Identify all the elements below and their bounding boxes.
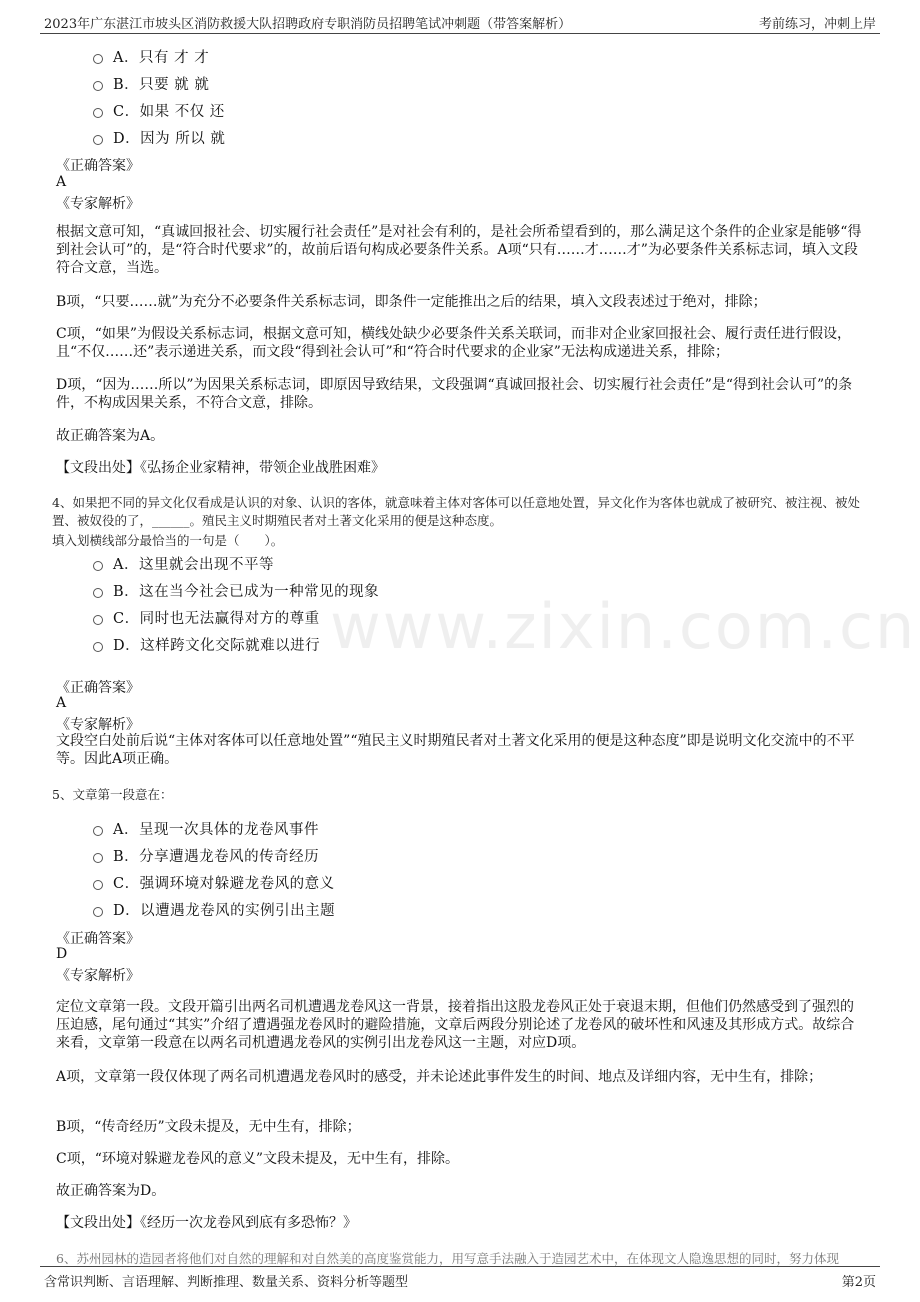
q5-option-d[interactable]: D．以遭遇龙卷风的实例引出主题: [93, 899, 335, 920]
q3-conclusion: 故正确答案为A。: [56, 428, 165, 444]
q3-analysis-para-1: 根据文意可知，“真诚回报社会、切实履行社会责任”是对社会有利的，是社会所希望看到的，那么满足这个条件的企业家是能够“得到社会认可”的，是“符合时代要求”的，故前后语句构成必要条件关系。A项“只有……才……才”为必要条件关系标志词，填入文段符合文意，当选。: [56, 224, 862, 276]
radio-icon[interactable]: [93, 642, 103, 652]
q3-option-c[interactable]: C．如果 不仅 还: [93, 100, 225, 121]
q4-option-a[interactable]: A．这里就会出现不平等: [93, 553, 274, 574]
q5-option-b[interactable]: B．分享遭遇龙卷风的传奇经历: [93, 845, 319, 866]
radio-icon[interactable]: [93, 54, 103, 64]
footer-note: 含常识判断、言语理解、判断推理、数量关系、资料分析等题型: [44, 1275, 409, 1290]
page-number: 第2页: [841, 1275, 876, 1290]
header-divider: [40, 33, 880, 34]
radio-icon[interactable]: [93, 81, 103, 91]
radio-icon[interactable]: [93, 561, 103, 571]
q4-option-b[interactable]: B．这在当今社会已成为一种常见的现象: [93, 580, 379, 601]
q5-analysis-label: 《专家解析》: [56, 968, 140, 984]
radio-icon[interactable]: [93, 108, 103, 118]
q4-answer: A: [56, 695, 67, 711]
q5-conclusion: 故正确答案为D。: [56, 1183, 166, 1199]
q4-option-c[interactable]: C．同时也无法赢得对方的尊重: [93, 607, 320, 628]
q5-analysis-para-4: C项，“环境对躲避龙卷风的意义”文段未提及，无中生有，排除。: [56, 1151, 460, 1167]
radio-icon[interactable]: [93, 826, 103, 836]
q5-source: 【文段出处】《经历一次龙卷风到底有多恐怖？》: [56, 1215, 357, 1231]
radio-icon[interactable]: [93, 907, 103, 917]
q3-analysis-label: 《专家解析》: [56, 196, 140, 212]
q3-analysis-para-4: D项，“因为……所以”为因果关系标志词，即原因导致结果，文段强调“真诚回报社会、切实履行社会责任”是“得到社会认可”的条件，不构成因果关系，不符合文意，排除。: [56, 377, 853, 411]
q3-analysis-para-3: C项，“如果”为假设关系标志词，根据文意可知，横线处缺少必要条件关系关联词，而非对企业家回报社会、履行责任进行假设，且“不仅……还”表示递进关系，而文段“得到社会认可”和“符合时代要求的企业家”无法构成递进关系，排除；: [56, 326, 852, 360]
q3-option-d[interactable]: D．因为 所以 就: [93, 127, 225, 148]
q5-analysis-para-2: A项，文章第一段仅体现了两名司机遭遇龙卷风时的感受，并未论述此事件发生的时间、地点及详细内容，无中生有，排除；: [56, 1069, 823, 1085]
radio-icon[interactable]: [93, 853, 103, 863]
q3-answer: A: [56, 174, 67, 190]
q4-answer-label: 《正确答案》: [56, 680, 140, 696]
q5-option-a[interactable]: A．呈现一次具体的龙卷风事件: [93, 818, 319, 839]
watermark: www.zixin.com.cn: [330, 590, 917, 663]
footer-divider: [40, 1266, 880, 1267]
q4-analysis: 文段空白处前后说“主体对客体可以任意地处置”“殖民主义时期殖民者对土著文化采用的便是这种态度”即是说明文化交流中的不平等。因此A项正确。: [56, 733, 855, 767]
q5-analysis-para-1: 定位文章第一段。文段开篇引出两名司机遭遇龙卷风这一背景，接着指出这股龙卷风正处于衰退末期，但他们仍然感受到了强烈的压迫感，尾句通过“其实”介绍了遭遇强龙卷风时的避险措施，文章后两段分别论述了龙卷风的破坏性和风速及其形成方式。故综合来看，文章第一段意在以两名司机遭遇龙卷风的实例引出龙卷风这一主题，对应D项。: [56, 999, 855, 1051]
q5-answer: D: [56, 946, 68, 962]
q3-analysis-para-2: B项，“只要……就”为充分不必要条件关系标志词，即条件一定能推出之后的结果，填入文段表述过于绝对，排除；: [56, 294, 767, 310]
header-slogan: 考前练习，冲刺上岸: [758, 17, 876, 32]
radio-icon[interactable]: [93, 880, 103, 890]
q5-stem: 5、文章第一段意在：: [52, 787, 173, 802]
radio-icon[interactable]: [93, 615, 103, 625]
q5-option-c[interactable]: C．强调环境对躲避龙卷风的意义: [93, 872, 335, 893]
document-title: 2023年广东湛江市坡头区消防救援大队招聘政府专职消防员招聘笔试冲刺题（带答案解析）: [44, 17, 572, 32]
q3-answer-label: 《正确答案》: [56, 158, 140, 174]
q4-prompt: 填入划横线部分最恰当的一句是（ ）。: [52, 533, 284, 548]
q3-option-a[interactable]: A．只有 才 才: [93, 46, 209, 67]
q3-option-b[interactable]: B．只要 就 就: [93, 73, 209, 94]
q5-answer-label: 《正确答案》: [56, 931, 140, 947]
q4-stem: 4、如果把不同的异文化仅看成是认识的对象、认识的客体，就意味着主体对客体可以任意地处置，异文化作为客体也就成了被研究、被注视、被处置、被奴役的了，______。殖民主义时期殖民者对土著文化采用的便是这种态度。: [52, 495, 860, 528]
q4-option-d[interactable]: D．这样跨文化交际就难以进行: [93, 634, 320, 655]
q3-source: 【文段出处】《弘扬企业家精神，带领企业战胜困难》: [56, 460, 385, 476]
q5-analysis-para-3: B项，“传奇经历”文段未提及，无中生有，排除；: [56, 1119, 361, 1135]
q4-analysis-label: 《专家解析》: [56, 717, 140, 733]
radio-icon[interactable]: [93, 135, 103, 145]
radio-icon[interactable]: [93, 588, 103, 598]
q6-stem-partial: 6、苏州园林的造园者将他们对自然的理解和对自然美的高度鉴赏能力，用写意手法融入于造园艺术中，在体现文人隐逸思想的同时，努力体现: [56, 1251, 839, 1266]
